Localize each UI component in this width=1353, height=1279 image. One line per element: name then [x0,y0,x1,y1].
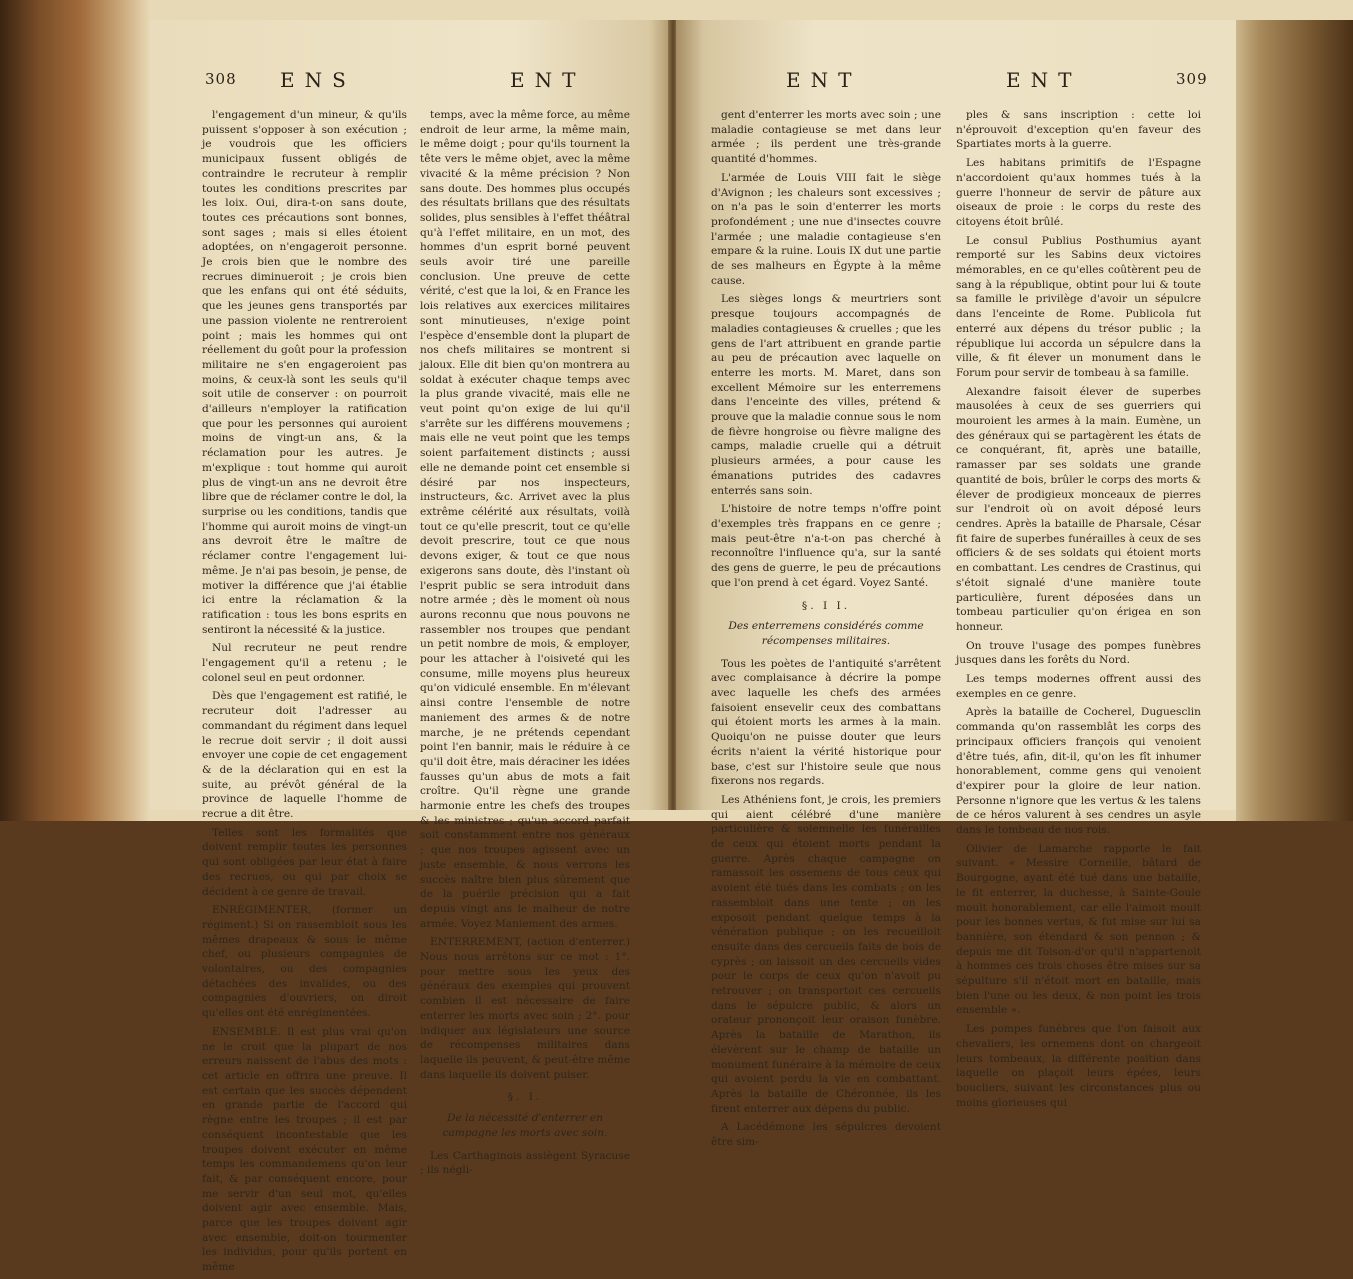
paragraph: L'armée de Louis VIII fait le siège d'Avignon ; les chaleurs sont excessives ; on n'a pas le soin d'enterrer les morts profondément ; une nue d'insectes couvre l'armée ; une maladie contagieuse s'en empare & la ruine. Louis IX dut une partie de ses malheurs en Égypte à la même cause. [711,171,941,287]
paragraph: L'histoire de notre temps n'offre point d'exemples très frappans en ce genre ; mais peut-être n'a-t-on pas cherché à reconnoître l'influence qu'a, sur la santé des gens de guerre, le peu de précautions que l'on prend à cet égard. Voyez Santé. [711,503,941,589]
paragraph: Olivier de Lamarche rapporte le fait suivant. « Messire Corneille, bâtard de Bourgogne, ayant été tué dans une bataille, le fit enterrer, la duchesse, à Sainte-Goule moult honorablement, car elle l'aimoit moult pour les bonnes vertus, & fut mise sur lui sa bannière, son étendard & son pennon ; & depuis me dit Toison-d'or qu'il n'appartenoit à hommes ces trois choses être mises sur sa sépulture s'il n'étoit mort en bataille, mais bien l'une ou les deux, & non point les trois ensemble ». [956,842,1201,1017]
paragraph: A Lacédémone les sépulcres devoient être sim- [711,1121,941,1149]
book-page-edges [1236,20,1353,821]
right-running-head: ENT [786,68,862,92]
right-column-2 [956,108,1201,1114]
right-page-number: 309 [1176,70,1208,88]
right-column-1 [711,108,941,1154]
paragraph: Les Carthaginois assiègent Syracuse ; ils négli- [420,1149,630,1177]
paragraph: On trouve l'usage des pompes funèbres jusques dans les forêts du Nord. [956,639,1201,667]
paragraph: Après la bataille de Cocherel, Duguesclin commanda qu'on rassemblât les corps des principaux officiers françois qui venoient d'être tués, afin, dit-il, qu'on les fît inhumer honorablement, comme gens qui venoient d'expirer pour la gloire de leur nation. Personne n'ignore que les vertus & les talens de ce héros valurent à ses cendres un asyle dans le tombeau de nos rois. [956,706,1201,837]
left-running-head: ENS [280,68,356,92]
entry-enterrement: ENTERREMENT, (action d'enterrer.) Nous nous arrêtons sur ce mot : 1°. pour mettre sous les yeux des généraux des exemples qui prouvent combien il est nécessaire de faire enterrer les morts avec soin ; 2°. pour indiquer aux législateurs une source de récompenses militaires dans laquelle ils peuvent, & peut-être même dans laquelle ils doivent puiser. [420,936,630,1081]
right-page [676,20,1236,1149]
paragraph: gent d'enterrer les morts avec soin ; une maladie contagieuse se met dans leur armée ; ils perdent une très-grande quantité d'hommes. [711,109,941,166]
paragraph: Dès que l'engagement est ratifié, le recruteur doit l'adresser au commandant du régiment dans lequel le recrue doit servir ; il doit aussi envoyer une copie de cet engagement & de la déclaration qui en est la suite, au prévôt général de la province de laquelle l'homme de recrue a dit être. [202,690,407,821]
section-subtitle: De la nécessité d'enterrer en campagne les morts avec soin. [442,1112,608,1139]
paragraph: temps, avec la même force, au même endroit de leur arme, la même main, le même doigt ; pour qu'ils tournent la tête vers le même objet, avec la même vivacité & la même précision ? Non sans doute. Des hommes plus occupés des résultats brillans que des résultats solides, plus sensibles à l'effet théâtral qu'à l'effet militaire, en un mot, des hommes d'un esprit borné peuvent seuls avoir tiré une pareille conclusion. Une preuve de cette vérité, c'est que la loi, & en France les lois relatives aux exercices militaires sont minutieuses, n'exige point l'espèce d'ensemble dont la plupart de nos chefs militaires se montrent si jaloux. Elle dit bien qu'on montrera au soldat à exécuter chaque temps avec la plus grande vivacité, mais elle ne veut point qu'on exige de lui qu'il s'arrête sur les différens mouvemens ; mais elle ne veut point que les temps soient parfaitement distincts ; aussi elle ne demande point cet ensemble si désiré par nos inspecteurs, instructeurs, &c. Arrivet avec la plus extrême célérité aux résultats, voilà tout ce qu'elle prescrit, tout ce qu'elle devoit prescrire, tout ce que nous devons exiger, & tout ce que nous exigerons sans doute, dès l'instant où l'esprit public se sera introduit dans notre armée ; dès le moment où nous aurons reconnu que nous pouvons ne rassembler nos troupes que pendant un petit nombre de mois, & employer, pour les attacher à l'oisiveté qui les consume, mille moyens plus heureux qu'on vidiculé ensemble. En m'élevant ainsi contre l'ensemble de notre maniement des armes & de notre marche, je ne prétends cependant point l'en bannir, mais le réduire à ce qu'il doit être, mais déraciner les idées fausses qu'un abus de mots a fait croître. Qu'il règne une grande harmonie entre les chefs des troupes & les ministres ; qu'un accord parfait soit constamment entre nos généraux ; que nos troupes agissent avec un juste ensemble, & nous verrons les succès naître bien plus sûrement que de la puérile précision qui a fait depuis vingt ans le malheur de notre armée. Voyez Maniement des armes. [420,109,630,930]
paragraph: Les Athéniens font, je crois, les premiers qui aient célébré d'une manière particulière & solemnelle les funérailles de ceux qui étoient morts pendant la guerre. Après chaque campagne on ramassoit les ossemens de tous ceux qui avoient été tués dans les combats ; on les rassembloit dans une tente ; on les exposoit pendant quelque temps à la vénération publique ; on les recueilloit ensuite dans des cercueils faits de bois de cyprès ; on laissoit un des cercueils vides pour le corps de ceux qu'on n'avoit pu retrouver ; on transportoit ces cercueils dans le sépulcre public, & alors un orateur prononçoit leur oraison funèbre. Après la bataille de Marathon, ils élevèrent sur le champ de bataille un monument funéraire à la mémoire de ceux qui avoient perdu la vie en combattant. Après la bataille de Chéronnée, ils les firent enterrer aux dépens du public. [711,793,941,1115]
left-page [150,20,670,1274]
right-running-head-2: ENT [1006,68,1082,92]
paragraph: l'engagement d'un mineur, & qu'ils puissent s'opposer à son exécution ; je voudrois que les officiers municipaux fussent obligés de contraindre le recruteur à remplir toutes les conditions prescrites par les loix. Oui, dira-t-on sans doute, toutes ces précautions sont bonnes, sont sages ; mais si elles étoient adoptées, on n'engageroit personne. Je crois bien que le nombre des recrues diminueroit ; je crois bien que les enfans qui ont été séduits, que les jeunes gens transportés par une passion violente ne rentreroient point ; mais les hommes qui ont réellement du goût pour la profession militaire ne s'en engageroient pas moins, & ceux-là sont les seuls qu'il soit utile de conserver : on pourroit d'ailleurs n'employer la ratification que pour les personnes qui auroient moins de vingt-un ans, & la réclamation pour les autres. Je m'explique : tout homme qui auroit plus de vingt-un ans ne devroit être libre que de réclamer contre le dol, la surprise ou les conditions, tandis que l'homme qui auroit moins de vingt-un ans devroit être le maître de réclamer contre l'engagement lui-même. Je n'ai pas besoin, je pense, de motiver la différence que j'ai établie ici entre la réclamation & la ratification : tous les bons esprits en sentiront la nécessité & la justice. [202,109,407,636]
left-page-number: 308 [205,70,237,88]
paragraph: Alexandre faisoit élever de superbes mausolées à ceux de ses guerriers qui mouroient les armes à la main. Eumène, un des généraux qui se partagèrent les états de ce conquérant, fit, après une bataille, ramasser par ses soldats une grande quantité de bois, brûler le corps des morts & élever de prodigieux monceaux de pierres sur l'endroit où on avoit déposé leurs cendres. Après la bataille de Pharsale, César fit faire de superbes funérailles à ceux de ses officiers & de ses soldats qui étoient morts en combattant. Les cendres de Crastinus, qui s'étoit signalé d'une manière toute particulière, furent déposées dans un tombeau particulier qu'on érigea en son honneur. [956,385,1201,633]
paragraph: Les temps modernes offrent aussi des exemples en ce genre. [956,673,1201,700]
left-running-head-2: ENT [510,68,586,92]
paragraph: Les pompes funèbres que l'on faisoit aux chevaliers, les ornemens dont on chargeoit leurs tombeaux, la différente position dans laquelle on plaçoit leurs épées, leurs boucliers, suivant les circonstances plus ou moins glorieuses qui [956,1023,1201,1109]
entry-ensemble: ENSEMBLE. Il est plus vrai qu'on ne le croit que la plupart de nos erreurs naissent de l'abus des mots : cet article en offrira une preuve. Il est certain que les succès dépendent en grande partie de l'accord qui règne entre les troupes ; il est par conséquent incontestable que les troupes doivent exécuter en même temps les commandemens qu'on leur fait, & par conséquent encore, pour me servir d'un seul mot, qu'elles doivent agir avec ensemble. Mais, parce que les troupes doivent agir avec ensemble, doit-on tourmenter les individus, pour qu'ils portent en même [202,1025,407,1274]
section-heading: §. I I. [801,599,851,612]
paragraph: Le consul Publius Posthumius ayant remporté sur les Sabins deux victoires mémorables, en ce qu'elles coûtèrent peu de sang à la république, obtint pour lui & toute sa famille le privilège d'avoir un sépulcre dans l'enceinte de Rome. Publicola fut enterré aux dépens du trésor public ; la république lui accorda un sépulcre dans la ville, & fit élever un monument dans le Forum pour servir de tombeau à sa famille. [956,234,1201,379]
paragraph: Les sièges longs & meurtriers sont presque toujours accompagnés de maladies contagieuses & cruelles ; que les gens de l'art attribuent en grande partie au peu de précaution avec laquelle on enterre les morts. M. Maret, dans son excellent Mémoire sur les enterremens dans l'enceinte des villes, prétend & prouve que la maladie connue sous le nom de fièvre hongroise ou fièvre maligne des camps, maladie cruelle qui a détruit plusieurs armées, a pour cause les émanations putrides des cadavres enterrés sans soin. [711,293,941,497]
left-column-1 [202,108,407,1279]
paragraph: ples & sans inscription : cette loi n'éprouvoit d'exception qu'en faveur des Spartiates morts à la guerre. [956,109,1201,151]
paragraph: Nul recruteur ne peut rendre l'engagement qu'il a retenu ; le colonel seul en peut ordonner. [202,642,407,684]
left-column-2 [420,108,630,1182]
section-subtitle: Des enterremens considérés comme récompenses militaires. [728,620,924,647]
paragraph: Les habitans primitifs de l'Espagne n'accordoient qu'aux hommes tués à la guerre l'honneur de servir de pâture aux oiseaux de proie : le corps du reste des citoyens étoit brûlé. [956,157,1201,228]
paragraph: Tous les poètes de l'antiquité s'arrêtent avec complaisance à décrire la pompe avec laquelle les chefs des armées faisoient ensevelir ceux des combattans qui étoient morts les armes à la main. Quoiqu'on ne puisse douter que leurs écrits n'aient la vérité historique pour base, c'est sur l'histoire seule que nous fixerons nos regards. [711,657,941,788]
entry-enregimenter: ENRÉGIMENTER, (former un régiment.) Si on rassembloit sous les mêmes drapeaux & sous le même chef, ou plusieurs compagnies de volontaires, ou des compagnies détachées des invalides, ou des compagnies d'ouvriers, on diroit qu'elles ont été enrégimentées. [202,904,407,1020]
paragraph: Telles sont les formalités que doivent remplir toutes les personnes qui sont obligées par leur état à faire des recrues, ou qui par choix se décident à ce genre de travail. [202,826,407,898]
section-heading: §. I. [507,1091,543,1104]
